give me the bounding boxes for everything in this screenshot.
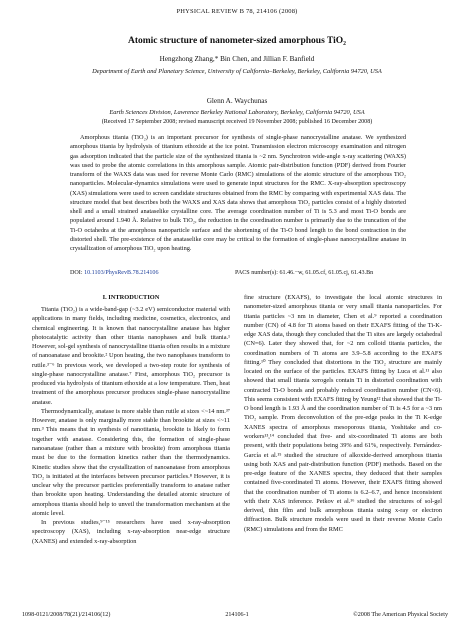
intro-paragraph: Titania (TiO₂) is a wide-band-gap (~3.2 eV) semiconductor material with applications in many fields, including medicine, cosmetics, electronics, and chemical engineering. It is known that nanocrystalline anatase has higher photocatalytic activity than other titania nanophases and bulk titania.¹ However, sol-gel synthesis of nanocrystalline titania often results in a mixture of nanoanatase and brookite.² Upon heating, the two nanophases transform to rutile.³⁻⁶ In previous work, we developed a two-step route for synthesis of single-phase nanocrystalline anatase.⁷ First, amorphous TiO₂ precursor is produced via hydrolysis of titanium ethoxide at a low temperature. Then, heat treatment of the amorphous precursor produces single-phase nanocrystalline anatase. xyxy=(32,306,230,406)
section-heading-introduction: I. INTRODUCTION xyxy=(102,294,160,301)
abstract-text: Amorphous titania (TiO₂) is an important precursor for synthesis of single-phase nanocrystalline anatase. We synthesized amorphous titania by hydrolysis of titanium ethoxide at the ice point. Transmission electron microscopy examination and nitrogen gas adsorption indicated that the particle size of the synthesized titania is ~2 nm. Synchrotron wide-angle x-ray scattering (WAXS) was used to probe the atomic correlations in this amorphous sample. Atomic pair-distribution function (PDF) derived from Fourier transform of the WAXS data was used for reverse Monte Carlo (RMC) simulations of the atomic structure of the amorphous TiO₂ nanoparticles. Molecular-dynamics simulations were used to generate input structures for the RMC. X-ray-absorption spectroscopy (XAS) simulations were used to screen candidate structures obtained from the RMC by comparing with experimental XAS data. The structure model that best describes both the WAXS and XAS data shows that amorphous TiO₂ particles consist of a highly distorted shell and a small strained anataselike crystalline core. The average coordination number of Ti is 5.3 and most Ti-O bonds are populated around 1.940 Å. Relative to bulk TiO₂, the reduction in the coordination number is primarily due to the truncation of the Ti-O octahedra at the amorphous nanoparticle surface and the shortening of the Ti-O bond length to the bond contraction in the distorted shell. The pre-existence of the anataselike core may be critical to the formation of single-phase nanocrystalline anatase in crystallization of amorphous TiO₂ upon heating. xyxy=(70,134,406,252)
footer-page-number: 214106-1 xyxy=(225,612,249,618)
page-footer xyxy=(0,612,474,622)
doi-line xyxy=(70,270,159,276)
pacs-numbers: PACS number(s): 61.46.−w, 61.05.cf, 61.05.cj, 61.43.Bn xyxy=(235,270,374,276)
author-list-primary: Hengzhong Zhang,* Bin Chen, and Jillian F. Banfield xyxy=(159,55,315,63)
received-dates: (Received 17 September 2008; revised manuscript received 19 November 2008; published 16 December 2008) xyxy=(101,119,373,125)
footer-issn: 1098-0121/2008/78(21)/214106(12) xyxy=(22,612,111,618)
body-column-right xyxy=(244,293,442,534)
doi-label: DOI: xyxy=(70,270,85,276)
affiliation-berkeley-earth: Department of Earth and Planetary Science, University of California–Berkeley, Berkeley, California 94720, USA xyxy=(92,68,382,75)
footer-copyright: ©2008 The American Physical Society xyxy=(353,612,448,618)
author-list-secondary: Glenn A. Waychunas xyxy=(206,97,268,105)
intro-paragraph: Thermodynamically, anatase is more stable than rutile at sizes <~14 nm.³⁷ However, anatase is only marginally more stable than brookite at sizes <~11 nm.³ This means that in synthesis of nanotitania, brookite is likely to form together with anatase. Considering this, the formation of single-phase nanoanatase (rather than a mixture with brookite) from amorphous titania must be due to the formation kinetics rather than the thermodynamics. Kinetic studies show that the crystallization of nanoanatase from amorphous TiO₂ is initiated at the interfaces between precursor particles.⁸ However, it is unclear why the precursor particles preferentially transform to anatase rather than brookite upon heating. Understanding the detailed atomic structure of amorphous titania should help to unveil the transformation mechanism at the atomic level. xyxy=(32,407,230,517)
doi-link[interactable]: 10.1103/PhysRevB.78.214106 xyxy=(84,270,159,276)
intro-paragraph-continued: fine structure (EXAFS), to investigate the local atomic structures in nanometer-sized amorphous titania or very small titania nanoparticles. For titania particles ~3 nm in diameter, Chen et al.⁹ reported a coordination number (CN) of 4.8 for Ti atoms based on their EXAFS fitting of the Ti-K-edge XAS data, though they concluded that the Ti sites are largely octahedral (CN=6). Later they showed that, for ~2 nm colloid titania particles, the coordination numbers of Ti atoms are 3.9–5.8 according to the EXAFS fitting.¹⁰ They concluded that distortions in the TiO₂ structure are mainly located on the surface of the particles. EXAFS fitting by Luca et al.¹¹ also showed that small titania xerogels contain Ti in distorted coordination with contracted Ti-O bonds and probably reduced coordination number (CN<6). This seems consistent with EXAFS fitting by Yeung¹² that showed that the Ti-O bond length is 1.93 Å and the coordination number of Ti is 4.5 for a ~3 nm TiO₂ sample. From deconvolution of the pre-edge peaks in the Ti K-edge XANES spectra of amorphous mesoporous titania, Yoshitake and co-workers¹³,¹⁴ concluded that five- and six-coordinated Ti atoms are both present, with their populations being 39% and 61%, respectively. Fernández-García et al.¹⁵ studied the structure of alkoxide-derived amorphous titania using both XAS and pair-distribution function (PDF) methods. Based on the pre-edge feature of the XANES spectra, they deduced that their samples contained five-coordinated Ti atoms. However, their EXAFS fitting showed that the coordination number of Ti atoms is 6.2–6.7, and hence inconsistent with their XAS inference. Petkov et al.¹⁶ studied the structures of sol-gel derived, thin film and bulk amorphous titania using x-ray or electron diffraction. Bulk structure models were used in their reverse Monte Carlo (RMC) simulations and from the RMC xyxy=(244,294,442,533)
journal-running-header: PHYSICAL REVIEW B 78, 214106 (2008) xyxy=(176,8,298,15)
article-title: Atomic structure of nanometer-sized amorphous TiO₂ xyxy=(127,36,347,46)
intro-paragraph: In previous studies,⁹⁻¹⁵ researchers have used x-ray-absorption spectroscopy (XAS), including x-ray-absorption near-edge structure (XANES) and extended x-ray-absorption xyxy=(32,519,230,545)
affiliation-lbnl: Earth Sciences Division, Lawrence Berkeley National Laboratory, Berkeley, California 94720, USA xyxy=(109,109,365,116)
body-column-left xyxy=(32,293,230,546)
